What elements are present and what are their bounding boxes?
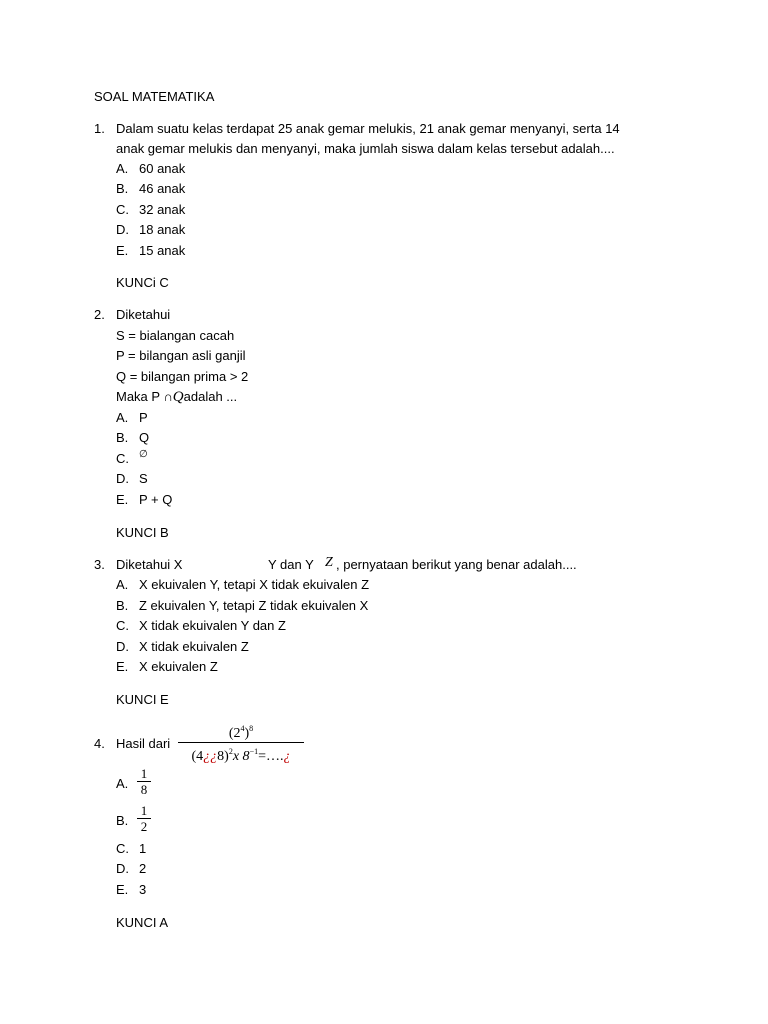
q4-option-text: 1 [139, 841, 147, 856]
q2-text-line: Q = bilangan prima > 2 [116, 369, 249, 384]
intersection-symbol: ∩ [163, 389, 173, 404]
q4-option-b-fraction: 1 2 [137, 803, 151, 834]
q1-option-letter: C. [116, 202, 129, 217]
q3-option-text: X ekuivalen Y, tetapi X tidak ekuivalen Z [139, 577, 370, 592]
q2-maka-suffix: adalah ... [183, 389, 238, 404]
q3-option-text: X tidak ekuivalen Z [139, 639, 249, 654]
q4-answer-key: KUNCI A [116, 915, 169, 930]
q4-option-text: 2 [139, 861, 147, 876]
q3-number: 3. [94, 557, 105, 572]
q2-maka-line [116, 390, 237, 405]
q3-option-letter: B. [116, 598, 129, 613]
empty-set-symbol: ∅ [139, 449, 148, 460]
q1-option-letter: E. [116, 243, 129, 258]
q2-option-letter: B. [116, 430, 129, 445]
q1-option-letter: D. [116, 222, 129, 237]
q2-maka-prefix: Maka P [116, 389, 164, 404]
q3-text-part3: , pernyataan berikut yang benar adalah.... [336, 557, 577, 572]
q1-option-text: 46 anak [139, 181, 186, 196]
q4-fraction [178, 720, 304, 765]
q2-option-text: S [139, 471, 148, 486]
q2-text-line: S = bialangan cacah [116, 328, 235, 343]
q3-option-text: Z ekuivalen Y, tetapi Z tidak ekuivalen X [139, 598, 369, 613]
q3-text-part2: Y dan Y [268, 557, 314, 572]
q2-number: 2. [94, 307, 105, 322]
q4-option-letter: D. [116, 861, 129, 876]
q4-number: 4. [94, 736, 105, 751]
q3-option-letter: A. [116, 577, 129, 592]
q4-denominator: (4¿¿8)$^2$x $8^{-1}=\dots.¿$ [191, 747, 291, 764]
q3-option-letter: E. [116, 659, 129, 674]
q1-text-line2: anak gemar melukis dan menyanyi, maka jumlah siswa dalam kelas tersebut adalah.... [116, 141, 615, 156]
q2-option-text: P [139, 410, 148, 425]
q2-option-text: Q [139, 430, 150, 445]
q1-option-text: 32 anak [139, 202, 186, 217]
q4-numerator: $(2^4)^8$ [228, 724, 254, 741]
q4-option-letter: A. [116, 776, 129, 791]
q2-set-q: Q [172, 389, 184, 405]
q2-text-line: Diketahui [116, 307, 171, 322]
q3-set-z: Z [325, 555, 333, 570]
q1-text-line1: Dalam suatu kelas terdapat 25 anak gemar melukis, 21 anak gemar menyanyi, serta 14 [116, 121, 620, 136]
q2-option-letter: E. [116, 492, 129, 507]
q4-option-text: 3 [139, 882, 147, 897]
q3-text-part1: Diketahui X [116, 557, 183, 572]
q4-option-letter: B. [116, 813, 129, 828]
q4-option-letter: E. [116, 882, 129, 897]
q3-option-text: X ekuivalen Z [139, 659, 218, 674]
q4-option-a-fraction: 1 8 [137, 766, 151, 797]
page-title: SOAL MATEMATIKA [94, 89, 215, 104]
q1-option-letter: A. [116, 161, 129, 176]
q3-option-letter: D. [116, 639, 129, 654]
q1-answer-key: KUNCi C [116, 275, 169, 290]
q2-option-letter: D. [116, 471, 129, 486]
q2-text-line: P = bilangan asli ganjil [116, 348, 246, 363]
q2-option-letter: A. [116, 410, 129, 425]
q1-option-text: 18 anak [139, 222, 186, 237]
q3-option-letter: C. [116, 618, 129, 633]
q2-option-text: P + Q [139, 492, 173, 507]
q2-answer-key: KUNCI B [116, 525, 169, 540]
q1-number: 1. [94, 121, 105, 136]
q1-option-text: 60 anak [139, 161, 186, 176]
q4-label: Hasil dari [116, 736, 171, 751]
q1-option-text: 15 anak [139, 243, 186, 258]
q2-option-letter: C. [116, 451, 129, 466]
q4-option-letter: C. [116, 841, 129, 856]
q3-answer-key: KUNCI E [116, 692, 169, 707]
q3-option-text: X tidak ekuivalen Y dan Z [139, 618, 286, 633]
q1-option-letter: B. [116, 181, 129, 196]
